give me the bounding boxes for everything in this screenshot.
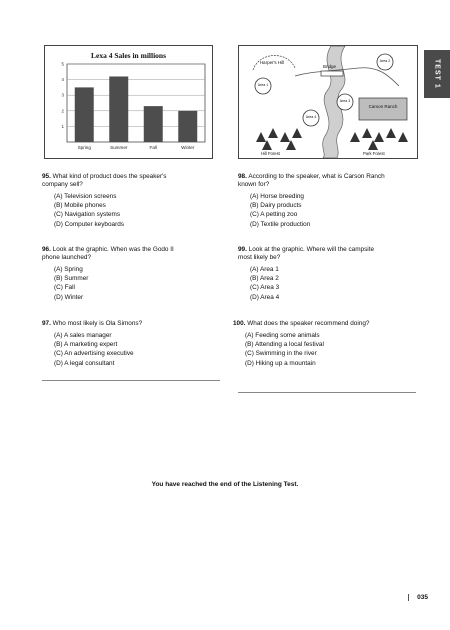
- forest-left: [256, 128, 302, 150]
- y-tick-label: 5: [61, 61, 64, 67]
- question-number: 97.: [42, 320, 51, 327]
- option[interactable]: (B) Dairy products: [250, 202, 302, 210]
- bar: [144, 106, 163, 142]
- option[interactable]: (B) Area 2: [250, 275, 279, 283]
- question-number: 96.: [42, 246, 51, 253]
- bar: [178, 111, 197, 142]
- end-message: You have reached the end of the Listening Test.: [151, 481, 299, 488]
- option[interactable]: (C) Area 3: [250, 284, 280, 292]
- map-label-area4: Area 4: [305, 115, 317, 119]
- map-label-hill: Harper's Hill: [259, 60, 285, 65]
- option[interactable]: (D) Computer keyboards: [54, 220, 124, 228]
- road: [295, 68, 399, 86]
- option[interactable]: (C) Fall: [54, 284, 75, 292]
- option[interactable]: (D) Hiking up a mountain: [245, 359, 316, 367]
- chart-svg: [45, 46, 212, 158]
- map-label-area2: Area 2: [379, 59, 391, 63]
- x-tick-label: Summer: [110, 145, 128, 150]
- option[interactable]: (B) Mobile phones: [54, 202, 106, 210]
- page-number: 035: [408, 594, 428, 601]
- divider-left: [42, 380, 220, 381]
- bar: [75, 87, 94, 142]
- question-stem: Look at the graphic. Where will the campsite most likely be?: [238, 246, 375, 261]
- question-stem: Look at the graphic. When was the Godo II phone launched?: [42, 246, 174, 261]
- test-tab: TEST 1: [424, 50, 450, 98]
- x-tick-label: Winter: [181, 145, 195, 150]
- option[interactable]: (D) A legal consultant: [54, 359, 115, 367]
- question-number: 99.: [238, 246, 247, 253]
- chart-title: Lexa 4 Sales in millions: [90, 51, 166, 60]
- y-tick-label: 1: [61, 123, 64, 129]
- option[interactable]: (D) Winter: [54, 293, 84, 301]
- divider-right: [238, 392, 416, 393]
- question-99: [238, 246, 388, 302]
- question-stem: According to the speaker, what is Carson Ranch known for?: [238, 173, 385, 188]
- question-number: 98.: [238, 173, 247, 180]
- bar: [109, 76, 128, 142]
- campsite-map: [238, 45, 418, 159]
- question-stem: What kind of product does the speaker's company sell?: [42, 173, 167, 188]
- y-tick-label: 3: [61, 92, 64, 98]
- map-label-ranch: Carson Ranch: [368, 104, 398, 109]
- option[interactable]: (A) Horse breeding: [250, 193, 304, 200]
- option[interactable]: (C) Swimming in the river: [245, 350, 317, 358]
- y-tick-label: 4: [61, 77, 64, 83]
- map-label-area3: Area 3: [339, 99, 351, 103]
- map-label-area1: Area 1: [257, 83, 269, 87]
- option[interactable]: (A) Spring: [54, 266, 83, 273]
- option[interactable]: (D) Area 4: [250, 293, 280, 301]
- question-stem: Who most likely is Ola Simons?: [52, 320, 143, 327]
- map-label-park: Park Forest: [363, 151, 385, 156]
- option[interactable]: (C) An advertising executive: [54, 350, 134, 358]
- map-label-fields: Hill Forest: [261, 151, 280, 156]
- option[interactable]: (C) A petting zoo: [250, 211, 298, 219]
- x-tick-label: Fall: [149, 145, 157, 150]
- forest-right: [350, 128, 408, 150]
- x-tick-label: Spring: [77, 145, 91, 150]
- question-stem: What does the speaker recommend doing?: [247, 320, 370, 327]
- option[interactable]: (A) A sales manager: [54, 332, 112, 339]
- sales-chart: [44, 45, 213, 159]
- option[interactable]: (B) Summer: [54, 275, 89, 283]
- option[interactable]: (A) Feeding some animals: [245, 332, 320, 339]
- question-number: 95.: [42, 173, 51, 180]
- bridge: [321, 71, 343, 76]
- y-tick-label: 2: [61, 108, 64, 114]
- question-98: [238, 173, 388, 229]
- option[interactable]: (A) Television screens: [54, 193, 117, 200]
- ranch-box: [359, 98, 407, 120]
- option[interactable]: (C) Navigation systems: [54, 211, 121, 219]
- option[interactable]: (A) Area 1: [250, 266, 279, 273]
- option[interactable]: (D) Textile production: [250, 220, 311, 228]
- option[interactable]: (B) Attending a local festival: [245, 341, 324, 349]
- question-95: [42, 173, 192, 229]
- question-number: 100.: [233, 320, 246, 327]
- option[interactable]: (B) A marketing expert: [54, 341, 118, 349]
- question-100: [233, 320, 383, 368]
- map-label-bridge: Bridge: [323, 64, 337, 69]
- question-96: [42, 246, 192, 302]
- question-97: [42, 320, 192, 368]
